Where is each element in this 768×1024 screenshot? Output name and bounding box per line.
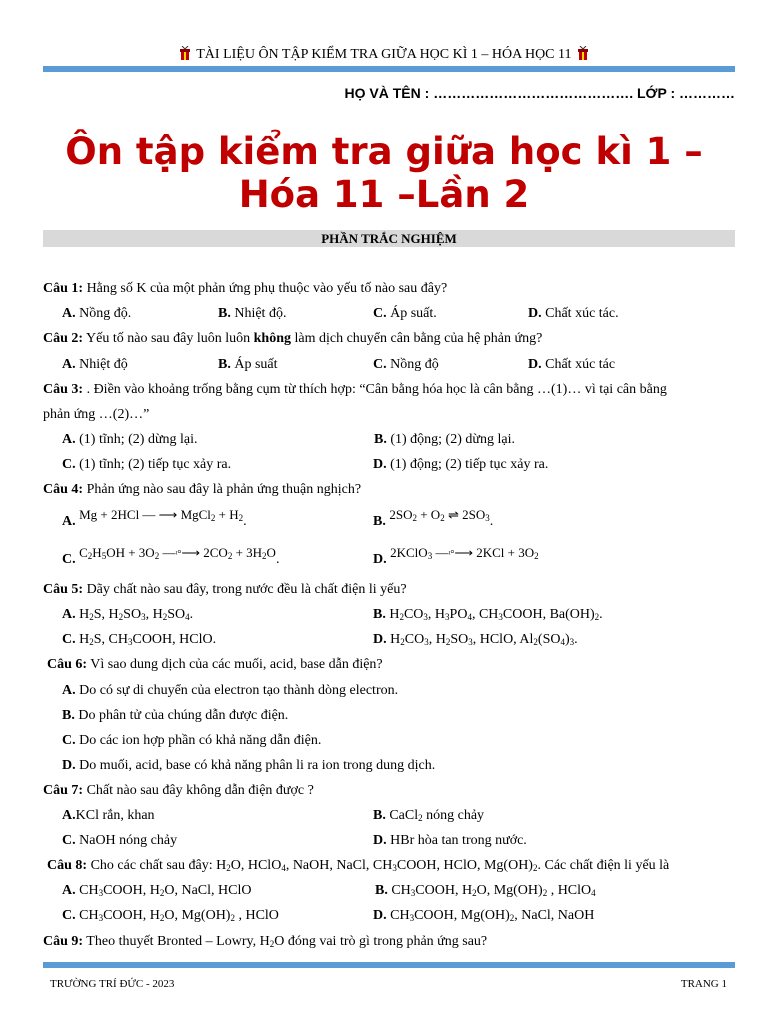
q5-option-d: D. $H_2CO_3$, $H_2SO_3$, HClO, $Al_2(SO_4)_3$.	[373, 632, 578, 647]
question-3-line2: phản ứng …(2)…”	[43, 407, 150, 422]
header-title-line	[0, 46, 768, 63]
question-1: Câu 1: Hằng số K của một phản ứng phụ thuộc vào yếu tố nào sau đây?	[43, 281, 448, 296]
q1-option-b: B. Nhiệt độ.	[218, 306, 287, 321]
q2-option-c: C. Nồng độ	[373, 357, 439, 372]
question-9: Câu 9: Theo thuyết Bronted – Lowry, $H_2O$ đóng vai trò gì trong phản ứng sau?	[43, 934, 488, 949]
q5-option-b: B. $H_2CO_3$, $H_3PO_4$, $CH_3COOH$, $Ba(OH)_2$.	[373, 607, 603, 622]
q4-option-c: C. $C_2H_5OH + 3O_2$ —ᵗ°⟶ $2CO_2 + 3H_2O$.	[62, 545, 280, 567]
question-2: Câu 2: Yếu tố nào sau đây luôn luôn không làm dịch chuyển cân bằng của hệ phản ứng?	[43, 331, 543, 346]
gift-icon	[180, 46, 190, 60]
q7-option-d: D. HBr hòa tan trong nước.	[373, 833, 527, 848]
q2-option-b: B. Áp suất	[218, 357, 278, 372]
q3-option-c: C. (1) tĩnh; (2) tiếp tục xảy ra.	[62, 457, 232, 472]
header-title: TÀI LIỆU ÔN TẬP KIỂM TRA GIỮA HỌC KÌ 1 – HÓA HỌC 11	[196, 47, 572, 62]
q3-option-d: D. (1) động; (2) tiếp tục xảy ra.	[373, 457, 549, 472]
q6-option-c: C. Do các ion hợp phần có khả năng dẫn điện.	[62, 733, 322, 748]
question-4: Câu 4: Phản ứng nào sau đây là phản ứng thuận nghịch?	[43, 482, 362, 497]
q5-option-c: C. $H_2S$, $CH_3COOH$, HClO.	[62, 632, 217, 647]
q7-option-c: C. NaOH nóng chảy	[62, 833, 178, 848]
q7-option-b: B. CaCl$_2$ nóng chảy	[373, 808, 485, 823]
q8-option-d: D. $CH_3COOH$, $Mg(OH)_2$, NaCl, NaOH	[373, 908, 595, 923]
footer-school: TRƯỜNG TRÍ ĐỨC - 2023	[50, 978, 175, 990]
gift-icon	[578, 46, 588, 60]
question-7: Câu 7: Chất nào sau đây không dẫn điện được ?	[43, 783, 314, 798]
header-divider	[43, 66, 735, 72]
student-name-line: HỌ VÀ TÊN : ……………………………………. LỚP : …………	[344, 85, 735, 101]
q8-option-a: A. $CH_3COOH$, $H_2O$, NaCl, HClO	[62, 883, 252, 898]
q4-option-b: B. $2SO_2 + O_2$ ⇌ $2SO_3$.	[373, 507, 494, 529]
footer-divider	[43, 962, 735, 968]
q3-option-b: B. (1) động; (2) dừng lại.	[374, 432, 515, 447]
q4-option-d: D. 2KClO$_3$ —ᵗ°⟶ $2KCl + 3O_2$	[373, 545, 539, 567]
question-3: Câu 3: . Điền vào khoảng trống bằng cụm từ thích hợp: “Cân bằng hóa học là cân bằng …(1)… vì tại cân bằng	[43, 382, 667, 397]
q4-option-a: A. Mg + 2HCl — ⟶ MgCl$_2$ + $H_2$.	[62, 507, 247, 529]
question-8: Câu 8: Cho các chất sau đây: $H_2O$, HClO$_4$, NaOH, NaCl, $CH_3COOH$, HClO, $Mg(OH)_2$. Các chất điện li yếu là	[47, 858, 670, 873]
q5-option-a: A. $H_2S$, $H_2SO_3$, $H_2SO_4$.	[62, 607, 194, 622]
q3-option-a: A. (1) tĩnh; (2) dừng lại.	[62, 432, 198, 447]
q1-option-c: C. Áp suất.	[373, 306, 437, 321]
q1-option-a: A. Nồng độ.	[62, 306, 132, 321]
q6-option-d: D. Do muối, acid, base có khả năng phân li ra ion trong dung dịch.	[62, 758, 436, 773]
q6-option-b: B. Do phân tử của chúng dẫn được điện.	[62, 708, 289, 723]
q2-option-d: D. Chất xúc tác	[528, 357, 616, 372]
question-6: Câu 6: Vì sao dung dịch của các muối, acid, base dẫn điện?	[47, 657, 383, 672]
question-5: Câu 5: Dãy chất nào sau đây, trong nước đều là chất điện li yếu?	[43, 582, 407, 597]
q2-option-a: A. Nhiệt độ	[62, 357, 128, 372]
q8-option-c: C. $CH_3COOH$, $H_2O$, $Mg(OH)_2$ , HClO	[62, 908, 279, 923]
page-title: Ôn tập kiểm tra giữa học kì 1 – Hóa 11 –Lần 2	[65, 130, 703, 216]
q7-option-a: A.KCl rắn, khan	[62, 808, 155, 823]
footer-page-number: TRANG 1	[680, 978, 727, 990]
q1-option-d: D. Chất xúc tác.	[528, 306, 619, 321]
q6-option-a: A. Do có sự di chuyển của electron tạo thành dòng electron.	[62, 683, 399, 698]
section-heading: PHẦN TRẮC NGHIỆM	[43, 230, 735, 247]
q8-option-b: B. $CH_3COOH$, $H_2O$, $Mg(OH)_2$ , HClO$_4$	[375, 883, 596, 898]
